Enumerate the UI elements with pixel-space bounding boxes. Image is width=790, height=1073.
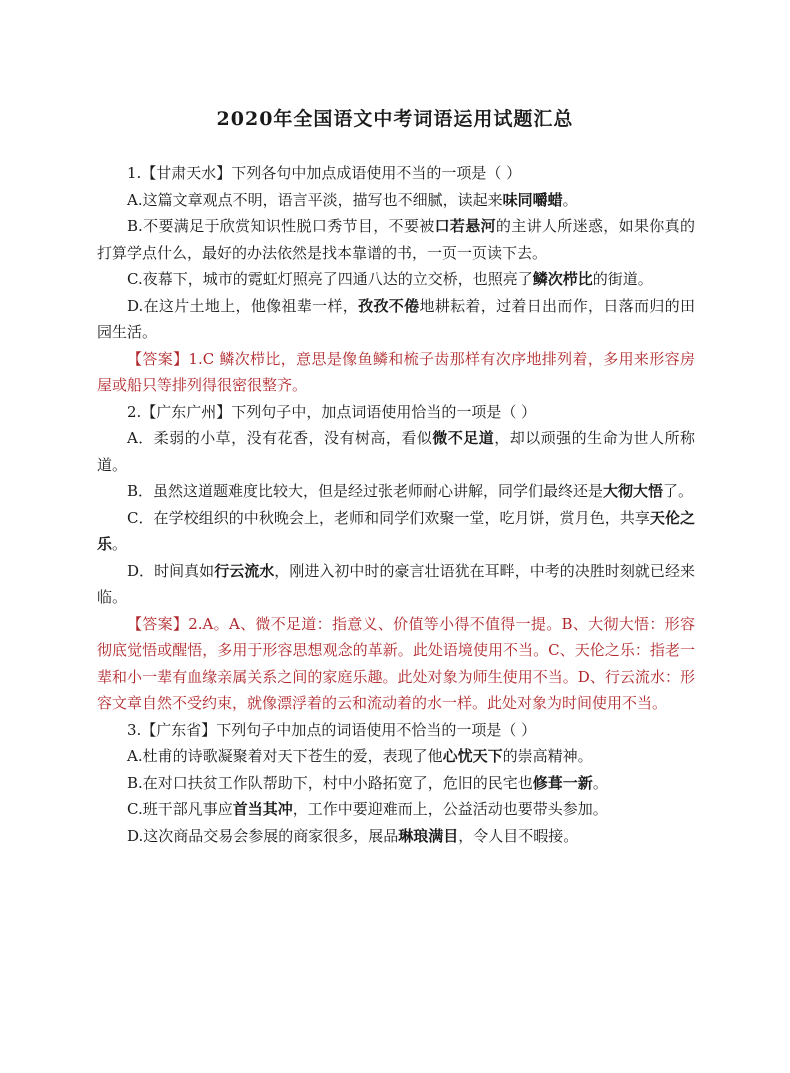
question-2-option-b: B．虽然这道题难度比较大，但是经过张老师耐心讲解，同学们最终还是大彻大悟了。 [127,482,694,500]
dotted-idiom: 大彻大悟 [603,482,664,500]
question-3-stem: 3.【广东省】下列句子中加点的词语使用不恰当的一项是（ ） [127,720,537,739]
question-1-option-a: A.这篇文章观点不明，语言平淡，描写也不细腻，读起来味同嚼蜡。 [127,190,578,209]
dotted-idiom: 修葺一新 [532,773,593,792]
dotted-idiom: 琳琅满目 [398,826,459,845]
dotted-idiom: 味同嚼蜡 [502,190,563,209]
question-2-option-d: D．时间真如行云流水，刚进入初中时的豪言壮语犹在耳畔，中考的决胜时刻就已经来临。 [97,561,695,606]
question-1-answer: 【答案】1.C 鳞次栉比，意思是像鱼鳞和梳子齿那样有次序地排列着，多用来形容房屋或船只等排列得很密很整齐。 [97,349,695,394]
question-1-option-c: C.夜幕下，城市的霓虹灯照亮了四通八达的立交桥，也照亮了鳞次栉比的街道。 [127,270,653,288]
dotted-idiom: 天伦之乐 [97,508,695,553]
dotted-idiom: 心忧天下 [442,747,503,765]
question-3-option-c: C.班干部凡事应首当其冲，工作中要迎难而上，公益活动也要带头参加。 [127,800,608,818]
question-1-stem: 1.【甘肃天水】下列各句中加点成语使用不当的一项是（ ） [127,164,522,182]
question-3-option-a: A.杜甫的诗歌凝聚着对天下苍生的爱，表现了他心忧天下的崇高精神。 [127,747,593,765]
question-3-option-d: D.这次商品交易会参展的商家很多，展品琳琅满目，令人目不暇接。 [127,826,579,845]
dotted-idiom: 口若悬河 [434,217,496,235]
dotted-idiom: 孜孜不倦 [358,296,420,315]
question-2-option-a: A．柔弱的小草，没有花香，没有树高，看似微不足道，却以顽强的生命为世人所称道。 [97,429,695,474]
dotted-idiom: 首当其冲 [232,800,293,818]
question-1-option-d: D.在这片土地上，他像祖辈一样，孜孜不倦地耕耘着，过着日出而作，日落而归的田园生活。 [97,296,695,341]
dotted-idiom: 鳞次栉比 [532,270,593,288]
page-title: 2020年全国语文中考词语运用试题汇总 [216,108,574,130]
question-2-option-c: C．在学校组织的中秋晚会上，老师和同学们欢聚一堂，吃月饼，赏月色，共享天伦之乐。 [97,508,695,553]
dotted-idiom: 微不足道 [432,429,495,447]
question-2-stem: 2.【广东广州】下列句子中，加点词语使用恰当的一项是（ ） [127,402,537,421]
question-1-option-b: B.不要满足于欣赏知识性脱口秀节目，不要被口若悬河的主讲人所迷惑，如果你真的打算学点什么，最好的办法依然是找本靠谱的书，一页一页读下去。 [97,217,695,262]
question-2-answer: 【答案】2.A。A、微不足道：指意义、价值等小得不值得一提。B、大彻大悟：形容彻底觉悟或醒悟，多用于形容思想观念的革新。此处语境使用不当。C、天伦之乐：指老一辈和小一辈有血缘亲属关系之间的家庭乐趣。此处对象为师生使用不当。D、行云流水：形容文章自然不受约束，就像漂浮着的云和流动着的水一样。此处对象为时间使用不当。 [97,614,695,712]
question-3-option-b: B.在对口扶贫工作队帮助下，村中小路拓宽了，危旧的民宅也修葺一新。 [127,773,608,792]
document-body [97,160,695,849]
dotted-idiom: 行云流水 [214,561,275,580]
